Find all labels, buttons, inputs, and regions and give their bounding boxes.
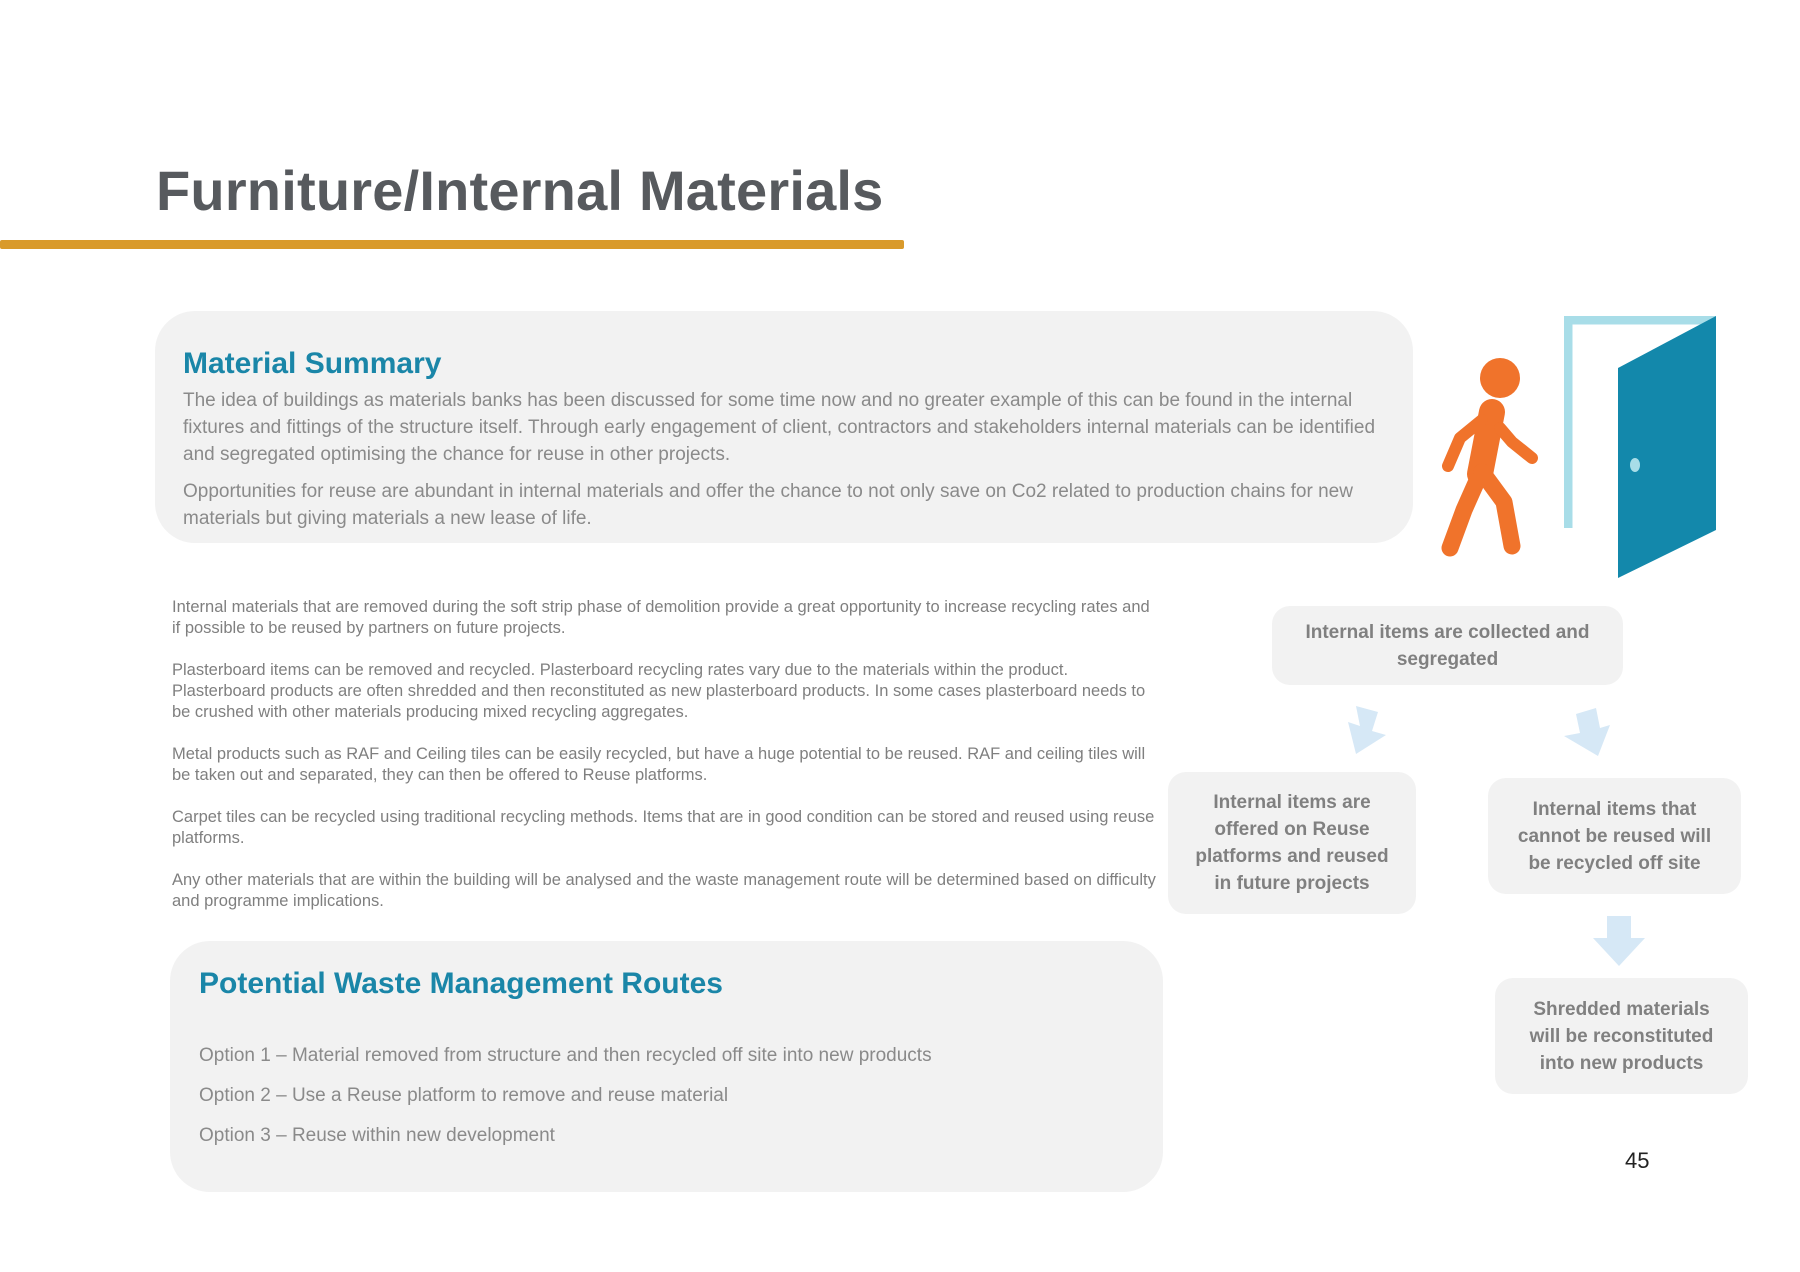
route-option: Option 1 – Material removed from structure and then recycled off site into new products bbox=[199, 1045, 932, 1066]
flow-step-recycle: Internal items that cannot be reused will be recycled off site bbox=[1488, 778, 1741, 894]
material-summary-box bbox=[155, 311, 1413, 543]
down-arrow-icon bbox=[1560, 708, 1610, 758]
body-text bbox=[172, 597, 1162, 933]
waste-routes-heading: Potential Waste Management Routes bbox=[199, 967, 723, 1000]
waste-routes-list bbox=[199, 1045, 1134, 1147]
flow-step-collected: Internal items are collected and segregated bbox=[1272, 606, 1623, 685]
route-option: Option 3 – Reuse within new development bbox=[199, 1125, 555, 1146]
flow-step-shredded: Shredded materials will be reconstituted into new products bbox=[1495, 978, 1748, 1094]
title-underline bbox=[0, 240, 904, 249]
down-arrow-icon bbox=[1593, 916, 1645, 966]
page-title: Furniture/Internal Materials bbox=[156, 159, 884, 222]
body-paragraph: Any other materials that are within the building will be analysed and the waste management route will be determined based on difficulty and programme implications. bbox=[172, 871, 1156, 910]
walking-person-icon bbox=[1428, 356, 1542, 562]
route-option: Option 2 – Use a Reuse platform to remove and reuse material bbox=[199, 1085, 729, 1106]
waste-routes-box bbox=[170, 941, 1163, 1192]
flow-step-reuse: Internal items are offered on Reuse platforms and reused in future projects bbox=[1168, 772, 1416, 914]
body-paragraph: Carpet tiles can be recycled using traditional recycling methods. Items that are in good condition can be stored and reused using reuse platforms. bbox=[172, 808, 1155, 847]
body-paragraph: Internal materials that are removed during the soft strip phase of demolition provide a great opportunity to increase recycling rates and if possible to be reused by partners on future projects. bbox=[172, 598, 1150, 637]
body-paragraph: Plasterboard items can be removed and recycled. Plasterboard recycling rates vary due to the materials within the product. Plasterboard products are often shredded and then reconstituted as new plasterboard products. In some cases plasterboard needs to be crushed with other materials producing mixed recycling aggregates. bbox=[172, 661, 1146, 721]
down-arrow-icon bbox=[1340, 706, 1390, 756]
summary-paragraph: Opportunities for reuse are abundant in internal materials and offer the chance to not only save on Co2 related to production chains for new materials but giving materials a new lease of life. bbox=[183, 481, 1353, 529]
exit-door-icon bbox=[1564, 316, 1720, 578]
material-summary-heading: Material Summary bbox=[183, 347, 442, 380]
body-paragraph: Metal products such as RAF and Ceiling tiles can be easily recycled, but have a huge potential to be reused. RAF and ceiling tiles will be taken out and separated, they can then be offered to Reuse platforms. bbox=[172, 745, 1146, 784]
page-number: 45 bbox=[1625, 1148, 1650, 1173]
summary-paragraph: The idea of buildings as materials banks has been discussed for some time now and no greater example of this can be found in the internal fixtures and fittings of the structure itself. Through early engagement of client, contractors and stakeholders internal materials can be identified and segregated optimising the chance for reuse in other projects. bbox=[183, 390, 1376, 465]
